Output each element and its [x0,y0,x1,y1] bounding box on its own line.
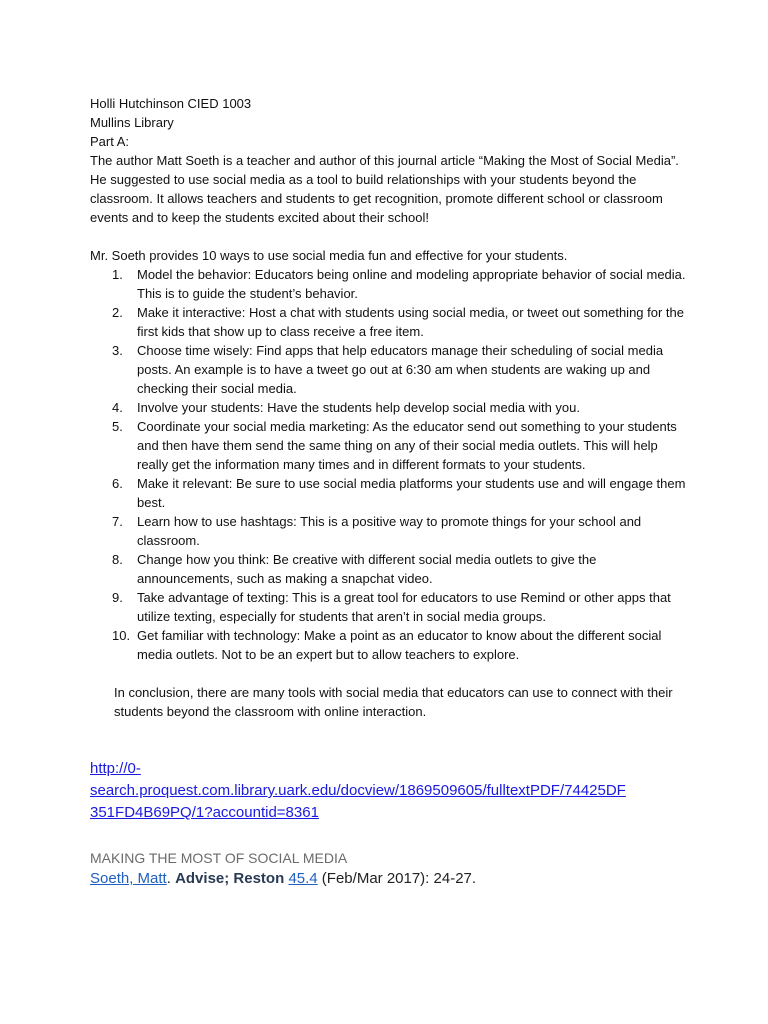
list-number: 9. [112,590,123,605]
list-item-text: Model the behavior: Educators being online and modeling appropriate behavior of social media. This is to guide the student’s behavior. [137,267,686,301]
list-item-text: Make it relevant: Be sure to use social media platforms your students use and will engage them best. [137,476,686,510]
list-item [90,265,690,303]
url-line-3: 351FD4B69PQ/1?accountid=8361 [90,804,319,821]
conclusion-paragraph: In conclusion, there are many tools with social media that educators can use to connect with their students beyond the classroom with online interaction. [114,685,673,719]
list-item-text: Take advantage of texting: This is a great tool for educators to use Remind or other apps that utilize texting, especially for students that aren’t in social media groups. [137,590,671,624]
list-item [90,626,690,664]
list-item [90,303,690,341]
citation-block [90,848,690,889]
publication-name: Advise; Reston [175,870,285,887]
list-number: 8. [112,552,123,567]
ways-list [90,265,690,664]
citation-line [90,868,690,889]
source-url-block [90,758,690,824]
list-number: 2. [112,305,123,320]
list-item-text: Coordinate your social media marketing: As the educator send out something to your students and then have them send the same thing on any of their social media outlets. This will help really get the information many times and in different formats to your students. [137,419,677,472]
list-item-text: Get familiar with technology: Make a point as an educator to know about the different social media outlets. Not to be an expert but to allow teachers to explore. [137,628,662,662]
article-title: MAKING THE MOST OF SOCIAL MEDIA [90,850,348,866]
lead-sentence: Mr. Soeth provides 10 ways to use social media fun and effective for your students. [90,248,568,263]
url-line-1: http://0- [90,760,141,777]
intro-paragraph: The author Matt Soeth is a teacher and author of this journal article “Making the Most of Social Media”. He suggested to use social media as a tool to build relationships with your students beyond the classroom. It allows teachers and students to get recognition, promote different school or classroom events and to keep the students excited about their school! [90,153,679,225]
list-item [90,588,690,626]
author-separator: . [166,870,176,887]
issue-date-pages: (Feb/Mar 2017): 24-27. [317,870,477,887]
list-number: 3. [112,343,123,358]
url-line-2: search.proquest.com.library.uark.edu/docview/1869509605/fulltextPDF/74425DF [90,782,626,799]
list-number: 7. [112,514,123,529]
library-name: Mullins Library [90,115,174,130]
source-url-link[interactable] [90,760,626,821]
paragraph-spacer [90,227,690,246]
volume-link[interactable]: 45.4 [288,870,318,887]
list-item-text: Make it interactive: Host a chat with students using social media, or tweet out something for the first kids that show up to class receive a free item. [137,305,684,339]
list-number: 5. [112,419,123,434]
list-number: 4. [112,400,123,415]
list-item-text: Learn how to use hashtags: This is a positive way to promote things for your school and classroom. [137,514,642,548]
section-label: Part A: [90,134,130,149]
list-item-text: Choose time wisely: Find apps that help educators manage their scheduling of social media posts. An example is to have a tweet go out at 6:30 am when students are waking up and checking their social media. [137,343,664,396]
list-item-text: Change how you think: Be creative with different social media outlets to give the announcements, such as making a snapchat video. [137,552,597,586]
list-number: 1. [112,267,123,282]
list-item [90,474,690,512]
list-item [90,417,690,474]
list-number: 10. [112,628,131,643]
list-item [90,398,690,417]
list-number: 6. [112,476,123,491]
list-item [90,341,690,398]
list-item-text: Involve your students: Have the students help develop social media with you. [137,400,580,415]
document-body [90,94,690,721]
list-item [90,512,690,550]
list-item [90,550,690,588]
author-link[interactable]: Soeth, Matt [90,870,167,887]
student-name-course: Holli Hutchinson CIED 1003 [90,96,252,111]
